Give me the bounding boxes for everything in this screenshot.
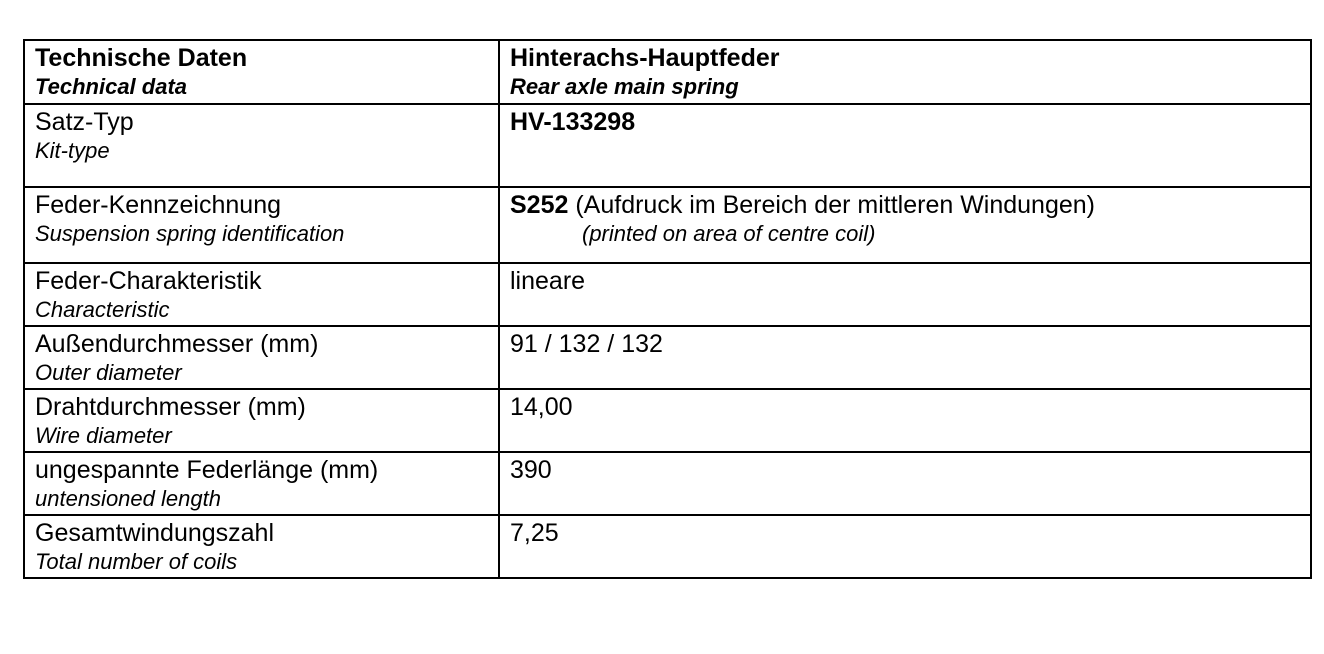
header-left-en: Technical data bbox=[35, 74, 188, 99]
label-de: Drahtdurchmesser (mm) bbox=[35, 393, 306, 421]
cell-value: lineare bbox=[510, 267, 586, 295]
value-cell bbox=[499, 187, 1311, 263]
table-row bbox=[24, 452, 1311, 515]
value-cell bbox=[499, 104, 1311, 187]
header-right-cell bbox=[499, 40, 1311, 104]
table-row bbox=[24, 263, 1311, 326]
table-row bbox=[24, 389, 1311, 452]
label-cell bbox=[24, 104, 499, 187]
table-row bbox=[24, 187, 1311, 263]
label-cell bbox=[24, 452, 499, 515]
value-cell bbox=[499, 452, 1311, 515]
label-de: Gesamtwindungszahl bbox=[35, 519, 275, 547]
technical-data-table bbox=[23, 39, 1312, 579]
label-cell bbox=[24, 389, 499, 452]
value-cell bbox=[499, 326, 1311, 389]
label-en: untensioned length bbox=[35, 486, 221, 511]
label-en: Wire diameter bbox=[35, 423, 172, 448]
label-en: Total number of coils bbox=[35, 549, 238, 574]
label-de: ungespannte Federlänge (mm) bbox=[35, 456, 379, 484]
header-left-de: Technische Daten bbox=[35, 44, 248, 72]
header-right-en: Rear axle main spring bbox=[510, 74, 739, 99]
spring-code-note-en: (printed on area of centre coil) bbox=[582, 221, 876, 246]
cell-value: 390 bbox=[510, 456, 552, 484]
cell-value: 91 / 132 / 132 bbox=[510, 330, 663, 358]
label-de: Feder-Kennzeichnung bbox=[35, 191, 281, 219]
label-en: Characteristic bbox=[35, 297, 170, 322]
value-cell bbox=[499, 389, 1311, 452]
value-cell bbox=[499, 263, 1311, 326]
cell-value: 14,00 bbox=[510, 393, 573, 421]
label-en: Suspension spring identification bbox=[35, 221, 345, 246]
label-en: Kit-type bbox=[35, 138, 110, 163]
header-row bbox=[24, 40, 1311, 104]
value-cell bbox=[499, 515, 1311, 578]
label-de: Feder-Charakteristik bbox=[35, 267, 262, 295]
header-left-cell bbox=[24, 40, 499, 104]
label-de: Außendurchmesser (mm) bbox=[35, 330, 319, 358]
label-de: Satz-Typ bbox=[35, 108, 134, 136]
spring-code: S252 bbox=[510, 191, 569, 219]
table-row bbox=[24, 515, 1311, 578]
table-row bbox=[24, 104, 1311, 187]
kit-type-value: HV-133298 bbox=[510, 108, 636, 136]
label-en: Outer diameter bbox=[35, 360, 182, 385]
header-right-de: Hinterachs-Hauptfeder bbox=[510, 44, 780, 72]
cell-value: 7,25 bbox=[510, 519, 559, 547]
label-cell bbox=[24, 515, 499, 578]
spring-code-note: (Aufdruck im Bereich der mittleren Windungen) bbox=[575, 191, 1095, 219]
table-row bbox=[24, 326, 1311, 389]
label-cell bbox=[24, 326, 499, 389]
label-cell bbox=[24, 263, 499, 326]
label-cell bbox=[24, 187, 499, 263]
